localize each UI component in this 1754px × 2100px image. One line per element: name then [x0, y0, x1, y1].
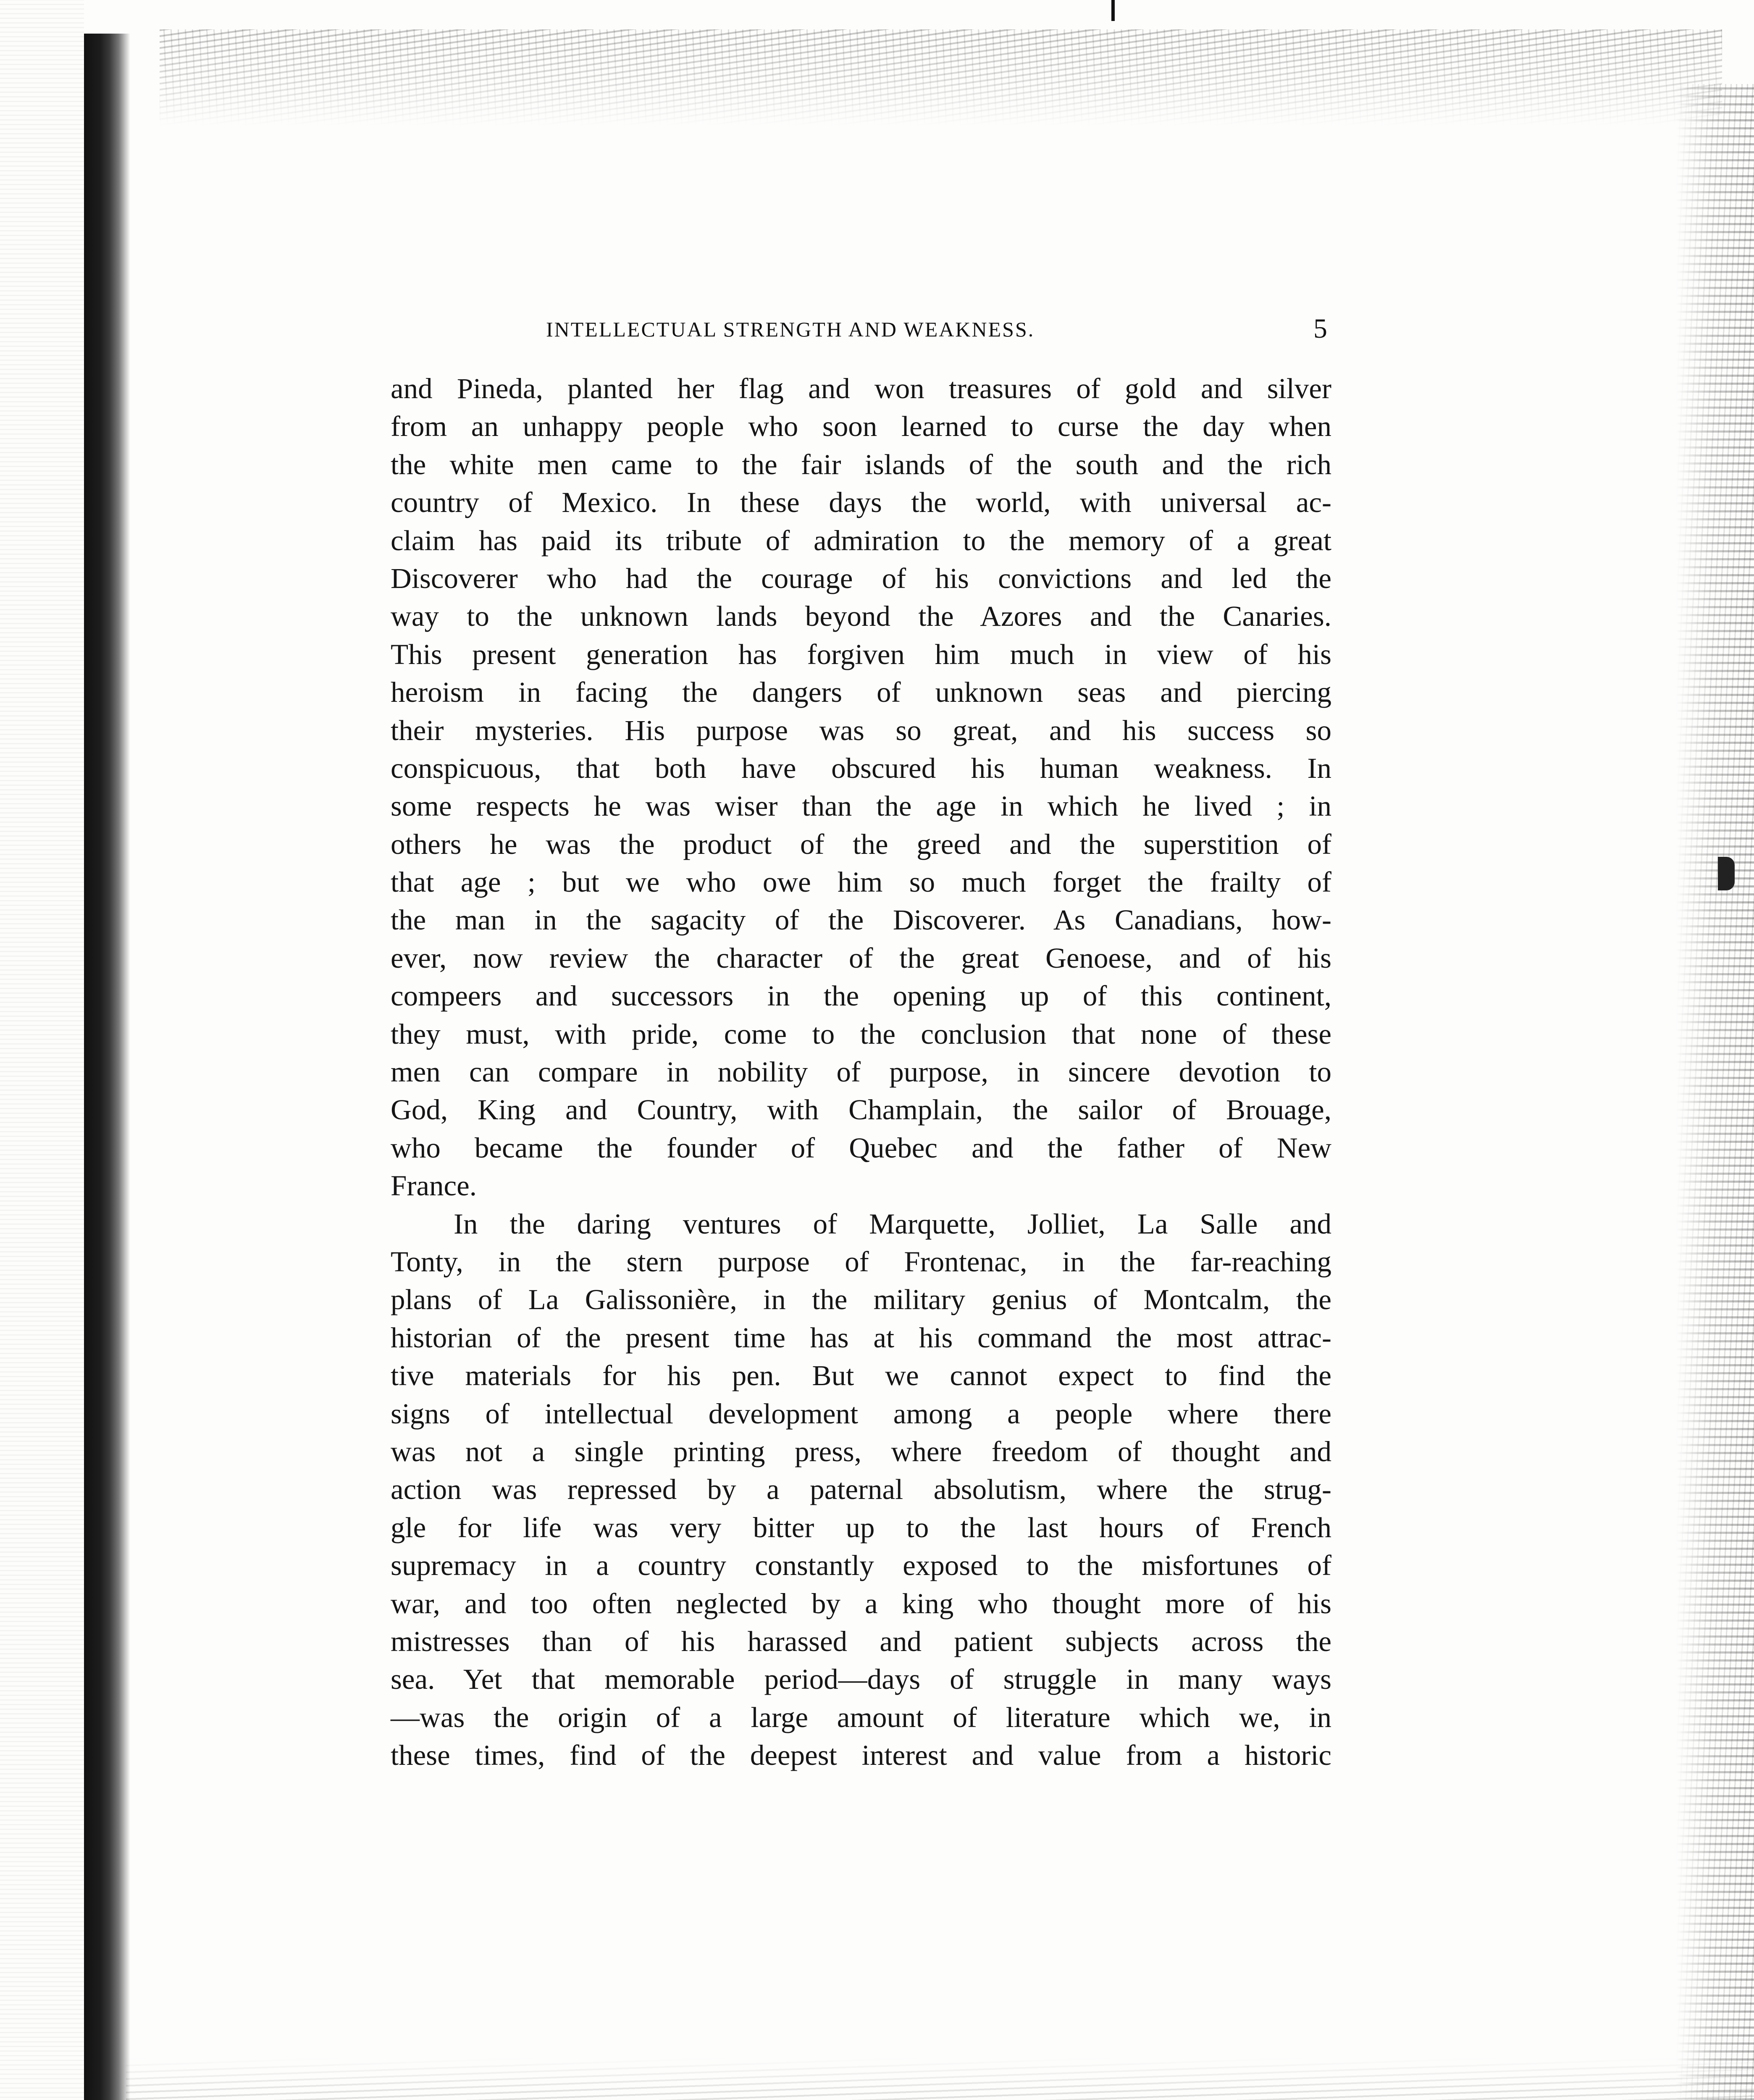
text-line: these times, find of the deepest interest and value from a historic — [391, 1739, 1331, 1772]
text-line: historian of the present time has at his command the most attrac- — [391, 1321, 1331, 1354]
text-line: was not a single printing press, where freedom of thought and — [391, 1435, 1331, 1467]
text-line: conspicuous, that both have obscured his human weakness. In — [391, 752, 1331, 784]
text-line: that age ; but we who owe him so much forget the frailty of — [391, 866, 1331, 898]
text-line: sea. Yet that memorable period—days of struggle in many ways — [391, 1663, 1331, 1696]
body-text — [391, 370, 1331, 1774]
text-line: way to the unknown lands beyond the Azores and the Canaries. — [391, 600, 1331, 633]
text-line: they must, with pride, come to the conclusion that none of these — [391, 1018, 1331, 1050]
text-line: the man in the sagacity of the Discoverer. As Canadians, how- — [391, 904, 1331, 936]
paragraph-1 — [391, 370, 1331, 1205]
text-line: who became the founder of Quebec and the father of New — [391, 1131, 1331, 1164]
scan-bottom-edge-noise — [126, 2058, 1754, 2100]
text-line: This present generation has forgiven him much in view of his — [391, 638, 1331, 670]
text-line: God, King and Country, with Champlain, the sailor of Brouage, — [391, 1094, 1331, 1126]
scan-top-edge-noise — [160, 29, 1722, 126]
text-line: compeers and successors in the opening up of this continent, — [391, 980, 1331, 1012]
text-line: plans of La Galissonière, in the military genius of Montcalm, the — [391, 1284, 1331, 1316]
text-line: others he was the product of the greed and the superstition of — [391, 828, 1331, 860]
scan-margin-speckle — [0, 0, 84, 2100]
scan-right-edge-noise — [1676, 84, 1754, 2100]
text-line: ever, now review the character of the great Genoese, and of his — [391, 942, 1331, 974]
book-binding-shadow — [84, 34, 130, 2100]
text-line: claim has paid its tribute of admiration to the memory of a great — [391, 524, 1331, 556]
text-line: France. — [391, 1170, 477, 1202]
scan-right-edge-mark — [1718, 857, 1735, 890]
text-line: country of Mexico. In these days the world, with universal ac- — [391, 486, 1331, 519]
text-line: mistresses than of his harassed and patient subjects across the — [391, 1625, 1331, 1657]
text-line: —was the origin of a large amount of literature which we, in — [391, 1701, 1331, 1733]
scan-top-tick-mark — [1111, 0, 1115, 21]
running-title: INTELLECTUAL STRENGTH AND WEAKNESS. — [546, 318, 1035, 341]
text-line: from an unhappy people who soon learned to curse the day when — [391, 410, 1331, 443]
text-line: some respects he was wiser than the age in which he lived ; in — [391, 790, 1331, 822]
text-line: In the daring ventures of Marquette, Jolliet, La Salle and — [454, 1208, 1331, 1240]
text-line: men can compare in nobility of purpose, in sincere devotion to — [391, 1056, 1331, 1088]
page-number: 5 — [1313, 313, 1327, 344]
text-line: and Pineda, planted her flag and won treasures of gold and silver — [391, 373, 1331, 404]
text-line: tive materials for his pen. But we cannot expect to find the — [391, 1360, 1331, 1392]
paragraph-2 — [391, 1205, 1331, 1774]
running-header — [386, 313, 1327, 351]
text-line: Discoverer who had the courage of his convictions and led the — [391, 562, 1331, 594]
text-line: Tonty, in the stern purpose of Frontenac, in the far-reaching — [391, 1245, 1331, 1278]
text-line: gle for life was very bitter up to the last hours of French — [391, 1511, 1331, 1544]
text-line: signs of intellectual development among a people where there — [391, 1397, 1331, 1430]
text-line: war, and too often neglected by a king who thought more of his — [391, 1587, 1331, 1620]
text-line: action was repressed by a paternal absolutism, where the strug- — [391, 1473, 1331, 1506]
text-line: supremacy in a country constantly exposed to the misfortunes of — [391, 1549, 1331, 1582]
text-line: heroism in facing the dangers of unknown seas and piercing — [391, 676, 1331, 709]
text-line: the white men came to the fair islands of the south and the rich — [391, 448, 1331, 480]
text-line: their mysteries. His purpose was so great, and his success so — [391, 714, 1331, 746]
